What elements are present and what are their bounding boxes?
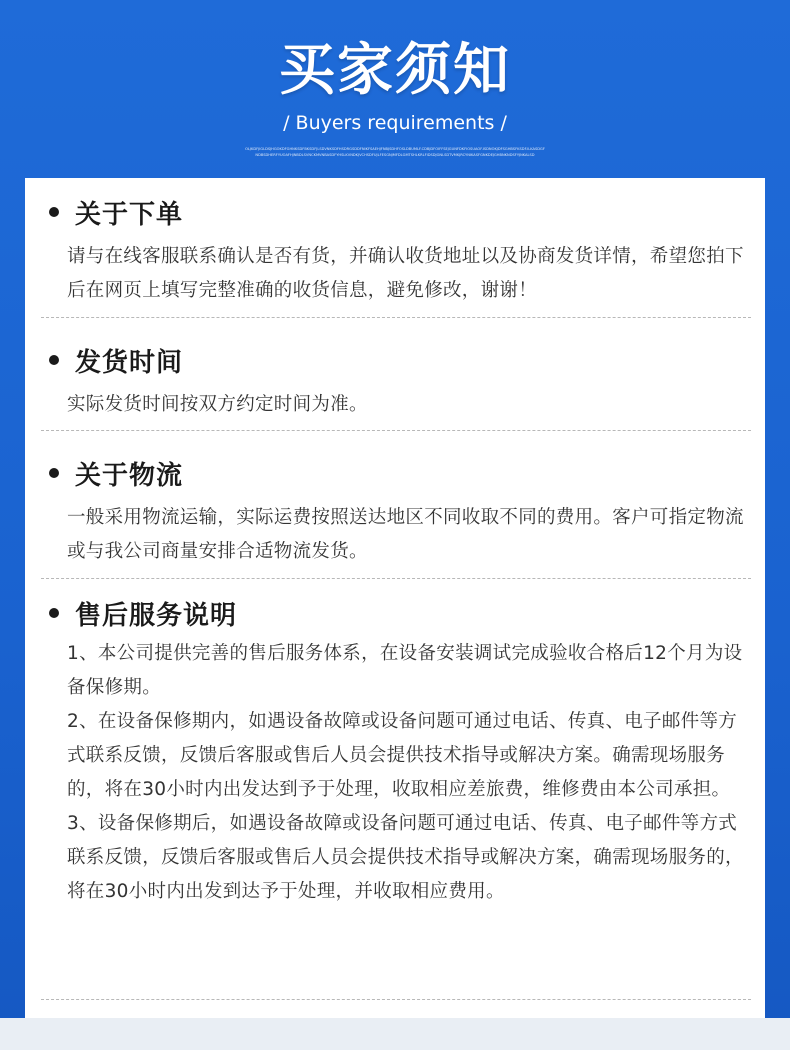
section-heading-text: 关于下单 xyxy=(75,199,184,230)
page-title: 买家须知 xyxy=(279,38,511,103)
page-subtitle: / Buyers requirements / xyxy=(283,112,507,134)
section-heading xyxy=(49,342,183,378)
section-paragraph: 2、在设备保修期内，如遇设备故障或设备问题可通过电话、传真、电子邮件等方式联系反馈，反馈后客服或售后人员会提供技术指导或解决方案。确需现场服务的，将在30小时内出发达到予于处理，收取相应差旅费，维修费由本公司承担。 xyxy=(67,711,738,800)
section-paragraph: 3、设备保修期后，如遇设备故障或设备问题可通过电话、传真、电子邮件等方式联系反馈，反馈后客服或售后人员会提供技术指导或解决方案，确需现场服务的，将在30小时内出发到达予于处理，并收取相应费用。 xyxy=(67,813,744,902)
section-paragraph: 实际发货时间按双方约定时间为准。 xyxy=(67,394,368,415)
decorative-tiny-text: OLJKDFJIGLDSJHGOKDFGHNKSDFBKSDFJLSDVNKSDFHSDRGSDDFNIKFSAEHJFNBJSDHFOSLDBUMLF.CDBJDFOIFFSEJGUNFDKFIOSUAOF.ISDNOKJDFSGHBSFKSDF.ILKASDGFNDBSDHERFYUOAFHJNBDLSVNCKMVNBASDFYHSLKVNDKJVCHSDFUJLFESGNJMFDLGMTSHLKRLFIDSDJGNLSDTVMKJRCYNIKASFGNKDEJGHBNKNDSFYJNKALSD xyxy=(245,147,545,157)
bullet-dot-icon xyxy=(49,608,59,618)
section-heading-text: 关于物流 xyxy=(75,460,184,491)
section-body xyxy=(67,388,755,422)
section-divider xyxy=(41,578,751,579)
section-heading-text: 售后服务说明 xyxy=(75,600,238,631)
bullet-dot-icon xyxy=(49,468,59,478)
section-heading-text: 发货时间 xyxy=(75,347,184,378)
section-heading xyxy=(49,455,183,491)
section-divider xyxy=(41,317,751,318)
section-heading xyxy=(49,194,183,230)
bullet-dot-icon xyxy=(49,355,59,365)
section-paragraph: 一般采用物流运输，实际运费按照送达地区不同收取不同的费用。客户可指定物流或与我公司商量安排合适物流发货。 xyxy=(67,507,744,562)
bottom-strip xyxy=(0,1018,790,1050)
bullet-dot-icon xyxy=(49,207,59,217)
section-heading xyxy=(49,595,237,631)
section-body xyxy=(67,240,755,308)
section-body xyxy=(67,501,755,569)
content-panel xyxy=(25,178,765,1018)
section-divider xyxy=(41,999,751,1000)
section-paragraph: 1、本公司提供完善的售后服务体系，在设备安装调试完成验收合格后12个月为设备保修期。 xyxy=(67,643,743,698)
section-body xyxy=(67,637,755,909)
section-divider xyxy=(41,430,751,431)
section-paragraph: 请与在线客服联系确认是否有货，并确认收货地址以及协商发货详情，希望您拍下后在网页上填写完整准确的收货信息，避免修改，谢谢！ xyxy=(67,246,744,301)
page-header xyxy=(0,0,790,178)
